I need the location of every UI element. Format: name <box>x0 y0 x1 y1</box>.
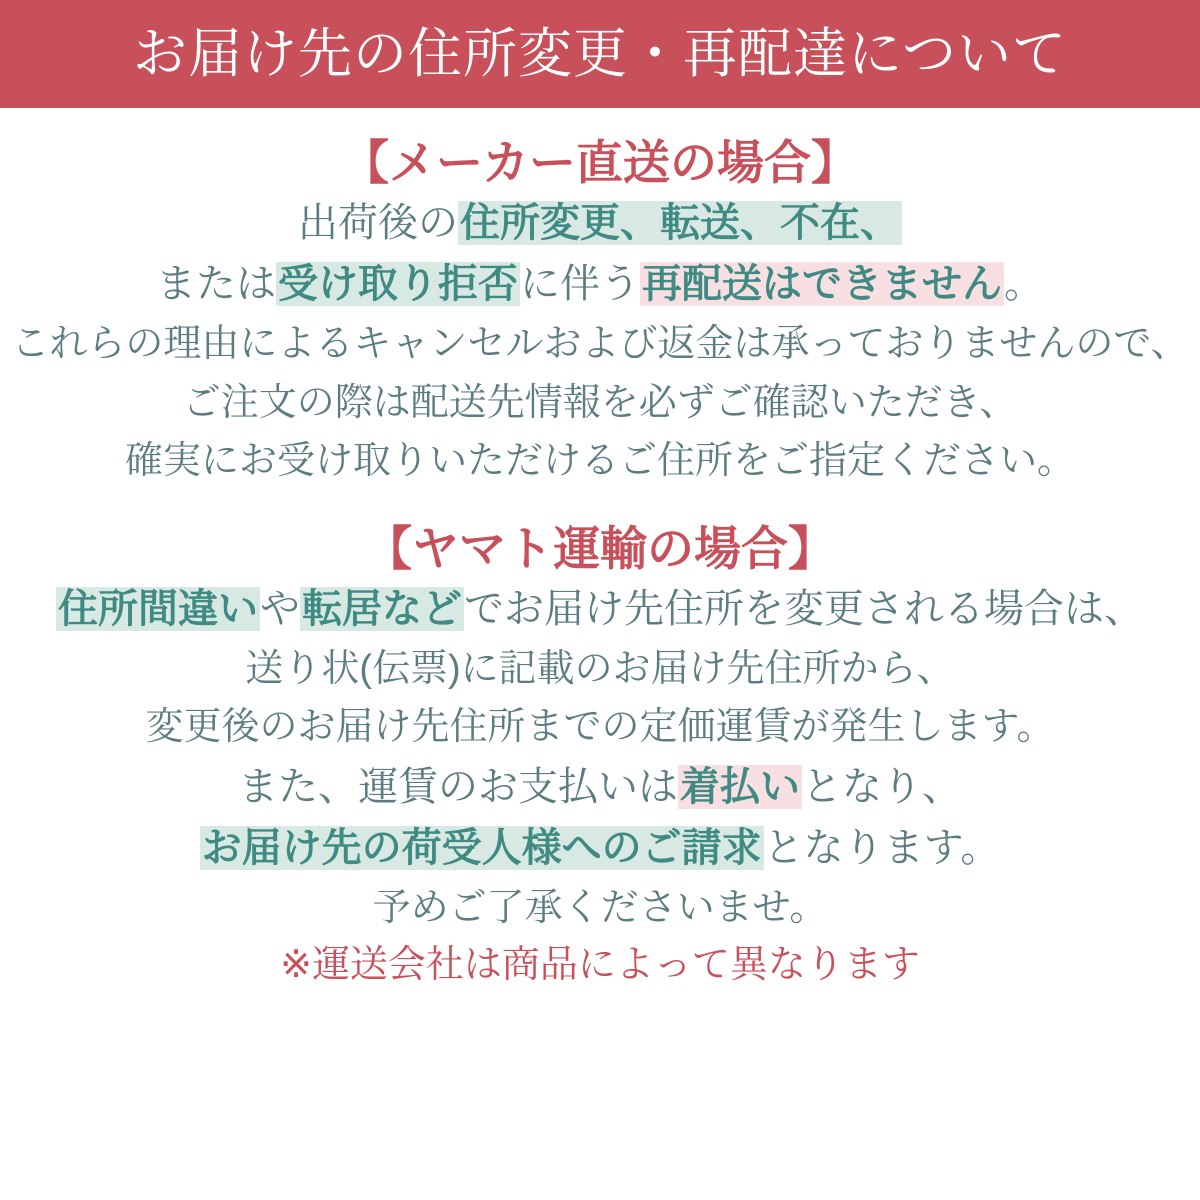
text-highlight: 受け取り拒否 <box>278 262 518 307</box>
text-highlight: 着払い <box>680 764 800 809</box>
text-plain: 。 <box>1004 262 1044 307</box>
text-plain: 出荷後の <box>298 201 458 246</box>
text-plain: または <box>156 262 276 307</box>
text-highlight: 住所間違い <box>58 586 258 631</box>
page-title: お届け先の住所変更・再配達について <box>133 24 1067 84</box>
section2-line-4 <box>0 760 1200 815</box>
text-plain: に伴う <box>520 262 640 307</box>
text-plain: となり、 <box>802 764 962 809</box>
notice-content <box>0 136 1200 990</box>
section2-line-6: 予めご了承くださいませ。 <box>372 887 828 930</box>
section1-line-3: これらの理由によるキャンセルおよび返金は承っておりませんので、 <box>11 323 1189 366</box>
text-plain: や <box>260 586 300 631</box>
text-plain: また、運賃のお支払いは <box>238 764 678 809</box>
text-plain: でお届け先住所を変更される場合は、 <box>464 586 1144 631</box>
footnote: ※運送会社は商品によって異なります <box>280 943 920 986</box>
section1-line-4: ご注文の際は配送先情報を必ずご確認いただき、 <box>182 381 1018 424</box>
page-header <box>0 0 1200 108</box>
text-highlight: 転居など <box>302 586 462 631</box>
text-plain: となります。 <box>763 826 1001 871</box>
section1-line-1 <box>0 196 1200 251</box>
section-heading-maker-direct: 【メーカー直送の場合】 <box>341 136 859 189</box>
section-heading-yamato: 【ヤマト運輸の場合】 <box>365 521 835 575</box>
section2-line-3: 変更後のお届け先住所までの定価運賃が発生します。 <box>145 706 1055 749</box>
text-highlight: 再配送はできません <box>642 262 1002 307</box>
section1-line-5: 確実にお受け取りいただけるご住所をご指定ください。 <box>124 440 1075 483</box>
section2-line-2: 送り状(伝票)に記載のお届け先住所から、 <box>245 647 955 690</box>
section2-line-5 <box>0 821 1200 876</box>
section1-line-2 <box>0 257 1200 312</box>
text-highlight: お届け先の荷受人様へのご請求 <box>201 826 762 871</box>
section2-line-1 <box>0 582 1200 637</box>
text-highlight: 住所変更、転送、不在、 <box>460 201 900 246</box>
